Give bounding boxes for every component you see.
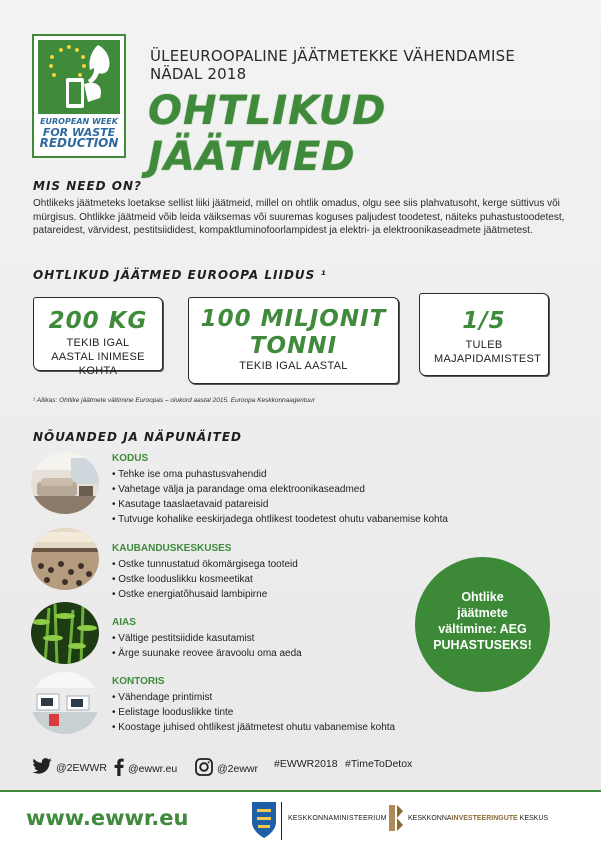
- twitter-handle[interactable]: [32, 758, 107, 777]
- intro-heading: MIS NEED ON?: [33, 179, 143, 193]
- callout-line-3: vältimine: AEG: [438, 622, 527, 636]
- list-item: • Tehke ise oma puhastusvahendid: [112, 467, 448, 482]
- logo-line-1: EUROPEAN WEEK: [40, 117, 118, 126]
- stat-box-100-million: [188, 297, 399, 384]
- list-item: • Tutvuge kohalike eeskirjadega ohtlikest toodetest ohutu vabanemise kohta: [112, 512, 448, 527]
- logo-line-2: FOR WASTE: [42, 126, 116, 139]
- intro-text: Ohtlikeks jäätmeteks loetakse sellist liiki jäätmeid, millel on ohtlik omadus, olgu see siis plahvatusoht, kerge süttivus või mürgisus. Ohtlikke jäätmeid võib leida väiksemas või suuremas koguses paljudest toodetest, näiteks puhastustoodetest, patareidest, värvidest, pestitsiididest, kompaktluminofoorlampidest ja elektri- ja elektroonikaseadmete jäätmetest.: [33, 198, 565, 236]
- office-photo: [31, 672, 99, 734]
- kik-name-part-3: KESKUS: [517, 815, 549, 822]
- footnote: ¹ Allikas: Ohtlike jäätmete vältimine Euroopas – olukord aastal 2015. Euroopa Keskkonnaagentuur: [33, 397, 315, 404]
- callout-line-4: PUHASTUSEKS!: [433, 638, 532, 652]
- logo-line-3: REDUCTION: [39, 136, 119, 150]
- callout-line-1: Ohtlike: [461, 590, 504, 604]
- stat-label: TULEB MAJAPIDAMISTEST: [434, 339, 542, 365]
- eu-flag-hand-icon: [38, 40, 120, 114]
- callout-line-2: jäätmete: [457, 606, 508, 620]
- hashtag-text: #EWWR2018: [274, 758, 338, 770]
- logo-text: [36, 116, 122, 149]
- facebook-icon: [114, 758, 124, 779]
- list-item: • Eelistage looduslikke tinte: [112, 705, 395, 720]
- tip-category-garden: AIAS: [112, 617, 136, 628]
- tip-category-home: KODUS: [112, 453, 149, 464]
- twitter-icon: [32, 758, 52, 777]
- hashtag-ewwr2018[interactable]: [274, 758, 338, 770]
- list-item: • Vältige pestitsiidide kasutamist: [112, 631, 302, 646]
- stat-value-line-2: TONNI: [249, 333, 338, 359]
- kik-logo-icon: [388, 803, 404, 833]
- list-item: • Ostke energiatõhusaid lambipirne: [112, 587, 298, 602]
- hashtag-text: #TimeToDetox: [345, 758, 413, 770]
- list-item: • Ostke looduslikku kosmeetikat: [112, 572, 298, 587]
- instagram-icon: [195, 758, 213, 779]
- shopping-mall-photo: [31, 528, 99, 590]
- website-link[interactable]: www.ewwr.eu: [26, 806, 189, 830]
- stat-value: 200 KG: [48, 308, 148, 334]
- garden-photo: [31, 602, 99, 664]
- list-item: • Ostke tunnustatud ökomärgisega tooteid: [112, 557, 298, 572]
- divider: [281, 802, 282, 840]
- tip-list-garden: [112, 631, 302, 661]
- list-item: • Vahetage välja ja parandage oma elektroonikaseadmed: [112, 482, 448, 497]
- facebook-handle-text: @ewwr.eu: [128, 762, 178, 775]
- tip-category-shopping: KAUBANDUSKESKUSES: [112, 543, 232, 554]
- kik-name: [408, 815, 548, 822]
- tip-list-office: [112, 690, 395, 735]
- stat-label: TEKIB IGAL AASTAL INIMESE KOHTA: [51, 337, 145, 377]
- stat-value: 1/5: [462, 308, 506, 334]
- stat-label: TEKIB IGAL AASTAL: [239, 360, 348, 372]
- estonian-coat-of-arms-icon: [250, 800, 278, 840]
- ministry-name: KESKKONNAMINISTEERIUM: [288, 815, 387, 822]
- facebook-handle[interactable]: [114, 758, 177, 779]
- tips-heading: NÕUANDED JA NÄPUNÄITED: [33, 430, 243, 444]
- stat-box-200kg: [33, 297, 163, 377]
- list-item: • Koostage juhised ohtlikest jäätmetest ohutu vabanemise kohta: [112, 720, 395, 735]
- tip-category-office: KONTORIS: [112, 676, 165, 687]
- list-item: • Ärge suunake reovee äravoolu oma aeda: [112, 646, 302, 661]
- campaign-title: ÜLEEUROOPALINE JÄÄTMETEKKE VÄHENDAMISE NÄDAL 2018: [150, 47, 516, 83]
- instagram-handle[interactable]: [195, 758, 258, 779]
- home-photo: [31, 452, 99, 514]
- tip-list-home: [112, 467, 448, 527]
- kik-name-part-2: INVESTEERINGUTE: [451, 815, 518, 822]
- instagram-handle-text: @2ewwr: [217, 762, 259, 775]
- hashtag-timetodetox[interactable]: [345, 758, 412, 770]
- page-title: OHTLIKUD JÄÄTMED: [148, 88, 387, 180]
- stat-value-line-1: 100 MILJONIT: [200, 306, 387, 332]
- stats-heading: OHTLIKUD JÄÄTMED EUROOPA LIIDUS ¹: [33, 268, 327, 282]
- ewwr-logo: [32, 34, 126, 158]
- tip-list-shopping: [112, 557, 298, 602]
- time-to-detox-callout: [415, 557, 550, 692]
- stat-box-one-fifth: [419, 293, 549, 376]
- twitter-handle-text: @2EWWR: [56, 761, 107, 774]
- list-item: • Vähendage printimist: [112, 690, 395, 705]
- kik-name-part-1: KESKKONNA: [408, 815, 452, 822]
- list-item: • Kasutage taaslaetavaid patareisid: [112, 497, 448, 512]
